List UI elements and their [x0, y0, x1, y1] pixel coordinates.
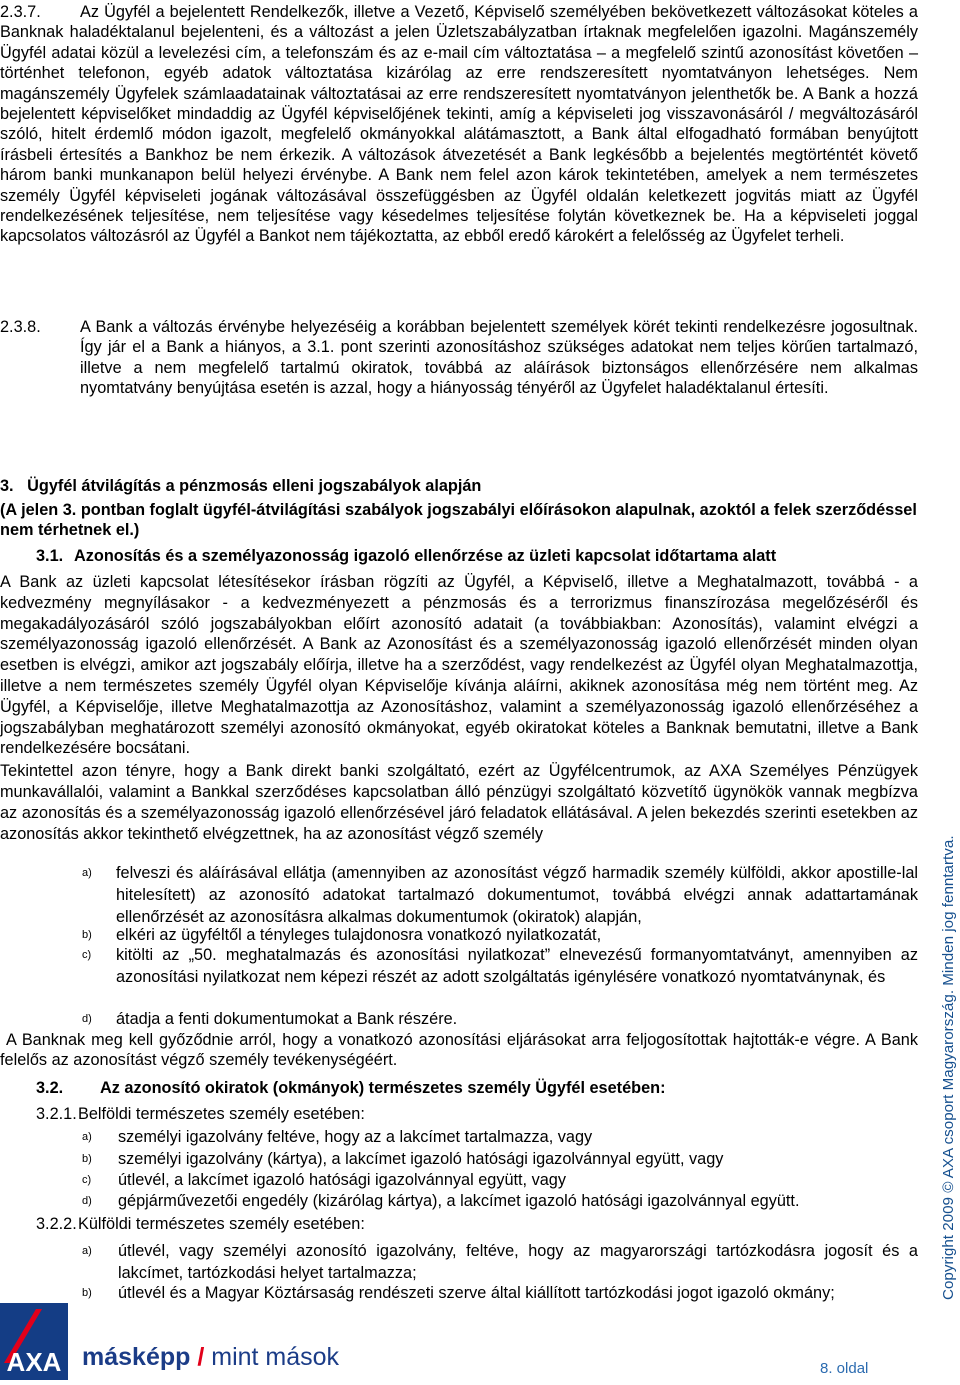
list-item: gépjárművezetői engedély (kizárólag kártya), a lakcímet igazoló hatósági igazolvánnyal együtt. [118, 1192, 800, 1210]
axa-logo [0, 1303, 68, 1380]
brand-slogan-b: mint mások [211, 1343, 340, 1371]
list-label: a) [82, 1245, 92, 1257]
list-item: elkéri az ügyféltől a tényleges tulajdonosra vonatkozó nyilatkozatát, [116, 926, 602, 944]
section-3-1-paragraph: A Bank az üzleti kapcsolat létesítésekor írásban rögzíti az Ügyfél, a Képviselő, illetve a Meghatalmazott, továbbá - a kedvezmény megnyílásakor - a kedvezményezett a pénzmosás és a terrorizmus finanszírozása megelőzéséről és megakadályozásáról szóló jogszabályokban előírt azonosító adatait (a továbbiakban: Azonosítás), valamint elvégzi a személyazonosság igazoló ellenőrzését. A Bank az Azonosítást és a személyazonosság igazoló ellenőrzését minden olyan esetben is elvégzi, amikor azt jogszabály előírja, illetve ha a szerződést, vagy rendelkezést az Ügyfél olyan Meghatalmazottja, illetve a nem természetes személy Ügyfél olyan Képviselője kívánja aláírni, akiknek azonosítása még nem történt meg. Az Ügyfél, a Képviselője, illetve Meghatalmazottja az Azonosításhoz, valamint a személyazonosság igazoló ellenőrzéséhez a jogszabályban meghatározott személyi azonosító okmányokat, egyéb okiratokat köteles a Banknak bemutatni, illetve a Bank rendelkezésére bocsátani. [0, 573, 918, 758]
list-label: b) [82, 1153, 92, 1165]
copyright-text: Copyright 2009 © AXA csoport Magyarország. Minden jog fenntartva. [940, 835, 957, 1300]
list-label: c) [82, 949, 92, 961]
section-number: 2.3.8. [0, 318, 41, 336]
list-item: útlevél, vagy személyi azonosító igazolvány, feltéve, hogy az magyarországi tartózkodásra jogosít és a lakcímet, tartózkodási helyet tartalmazza; [118, 1242, 918, 1282]
section-number: 3.2. [36, 1079, 64, 1097]
section-3-1-title: Azonosítás és a személyazonosság igazoló ellenőrzése az üzleti kapcsolat időtartama alatt [74, 547, 777, 565]
list-label: a) [82, 1131, 92, 1143]
axa-logo-text: AXA [6, 1347, 62, 1377]
list-label: a) [82, 867, 92, 879]
section-number: 3.2.1. [36, 1105, 77, 1123]
section-number: 2.3.7. [0, 3, 41, 21]
chapter-title: 3. Ügyfél átvilágítás a pénzmosás elleni jogszabályok alapján [0, 477, 482, 495]
section-number: 3.2.2. [36, 1215, 77, 1233]
page-number: 8. oldal [820, 1360, 869, 1377]
list-item: felveszi és aláírásával ellátja (amennyiben az azonosítást végző harmadik személy külföldi, akkor apostille-lal hitelesített) az azonosító adatokat tartalmazó dokumentumot, továbbá elvégzi annak adattartamának ellenőrzését az azonosításra alkalmas dokumentumok (okiratok) alapján, [116, 864, 918, 926]
list-item: személyi igazolvány (kártya), a lakcímet igazoló hatósági igazolvánnyal együtt, vagy [118, 1150, 724, 1168]
brand-slogan-a: másképp [82, 1343, 191, 1371]
section-3-1-paragraph: A Banknak meg kell győződnie arról, hogy a vonatkozó azonosítási eljárásokat arra feljogosítottak hajtották-e végre. A Bank felelős az azonosítást végző személy tevékenységéért. [0, 1031, 923, 1070]
list-item: kitölti az „50. meghatalmazás és azonosítási nyilatkozat” elnevezésű formanyomtatványt, amennyiben az azonosítási nyilatkozat nem képezi részét az adott szolgáltatás igénylésére vonatkozó nyomtatványnak, és [116, 946, 918, 986]
section-number: 3.1. [36, 547, 64, 565]
slash-icon: / [197, 1343, 205, 1371]
section-3-2-title: Az azonosító okiratok (okmányok) természetes személy Ügyfél esetében: [100, 1079, 666, 1097]
section-2-3-7-text: Az Ügyfél a bejelentett Rendelkezők, illetve a Vezető, Képviselő személyében bekövetkezett változásokat köteles a Banknak haladéktalanul bejelenteni, és a változást a jelen Üzletszabályzatban írtaknak megfelelően igazolni. Magánszemély Ügyfél adatai közül a levelezési cím, a telefonszám és az e-mail cím változtatása – a megfelelő szintű azonosítást követően – történhet telefonon, egyéb adatok változtatása kizárólag az erre rendszeresített nyomtatványon lehetséges. Nem magánszemély Ügyfelek számlaadatainak változtatásai az erre rendszeresített nyomtatványon jelenthetők be. A Bank a hozzá bejelentett képviselőket mindaddig az Ügyfél képviselőjének tekinti, amíg a képviseleti jog visszavonásáról / megváltozásáról szóló, hitelt érdemlő módon igazolt, megfelelő okmányokkal alátámasztott, a Bank által elfogadható formában benyújtott írásbeli értesítés a Bankhoz be nem érkezik. A változások átvezetését a Bank legkésőbb a bejelentés megtörténtét követő három banki munkanapon belül helyezi érvénybe. A Bank nem felel azon károk tekintetében, amelyek a nem természetes személy Ügyfél képviseleti jogának változásával összefüggésben az Ügyfél oldalán keletkezett jogvitás miatt az Ügyfél rendelkezésének teljesítése, nem teljesítése vagy késedelmes teljesítése folytán következnek be. Ha a képviseleti joggal kapcsolatos változásról az Ügyfél a Bankot nem tájékoztatta, az ebből eredő károkért a felelősség az Ügyfelet terheli. [0, 3, 918, 246]
chapter-note: (A jelen 3. pontban foglalt ügyfél-átvilágítási szabályok jogszabályi előírásokon alapulnak, azoktól a felek szerződéssel nem térhetnek el.) [0, 501, 917, 540]
axa-logo-icon [0, 1303, 68, 1380]
list-label: d) [82, 1195, 92, 1207]
section-2-3-8-text: A Bank a változás érvénybe helyezéséig a korábban bejelentett személyek körét tekinti rendelkezésre jogosultnak. Így jár el a Bank a hiányos, a 3.1. pont szerinti azonosításhoz szükséges adatokat nem teljes körűen tartalmazó, illetve a nem megfelelő tartalmú okiratok, továbbá az aláírások biztonságos ellenőrzésére nem alkalmas nyomtatvány benyújtása esetén is azzal, hogy a hiányosság tényéről az Ügyfelet haladéktalanul értesíti. [80, 318, 918, 398]
list-item: átadja a fenti dokumentumokat a Bank részére. [116, 1010, 458, 1028]
list-item: útlevél és a Magyar Köztársaság rendészeti szerve által kiállított tartózkodási jogot igazoló okmány; [118, 1284, 835, 1302]
section-3-2-2-title: Külföldi természetes személy esetében: [78, 1215, 365, 1233]
list-item: személyi igazolvány feltéve, hogy az a lakcímet tartalmazza, vagy [118, 1128, 593, 1146]
list-item: útlevél, a lakcímet igazoló hatósági igazolvánnyal együtt, vagy [118, 1171, 566, 1189]
section-3-2-1-title: Belföldi természetes személy esetében: [78, 1105, 365, 1123]
list-label: b) [82, 929, 92, 941]
section-3-1-paragraph: Tekintettel azon tényre, hogy a Bank direkt banki szolgáltató, ezért az Ügyfélcentrumok, az AXA Személyes Pénzügyek munkavállalói, valamint a Bankkal szerződéses kapcsolatban álló pénzügyi szolgáltató közvetítő ügynökök vannak megbízva az azonosítás és a személyazonosság igazoló ellenőrzésével járó feladatok ellátásával. A jelen bekezdés szerinti esetekben az azonosítás akkor tekinthető elvégzettnek, ha az azonosítást végző személy [0, 762, 918, 843]
list-label: c) [82, 1174, 92, 1186]
brand-slogan [82, 1342, 339, 1372]
list-label: d) [82, 1013, 92, 1025]
list-label: b) [82, 1287, 92, 1299]
